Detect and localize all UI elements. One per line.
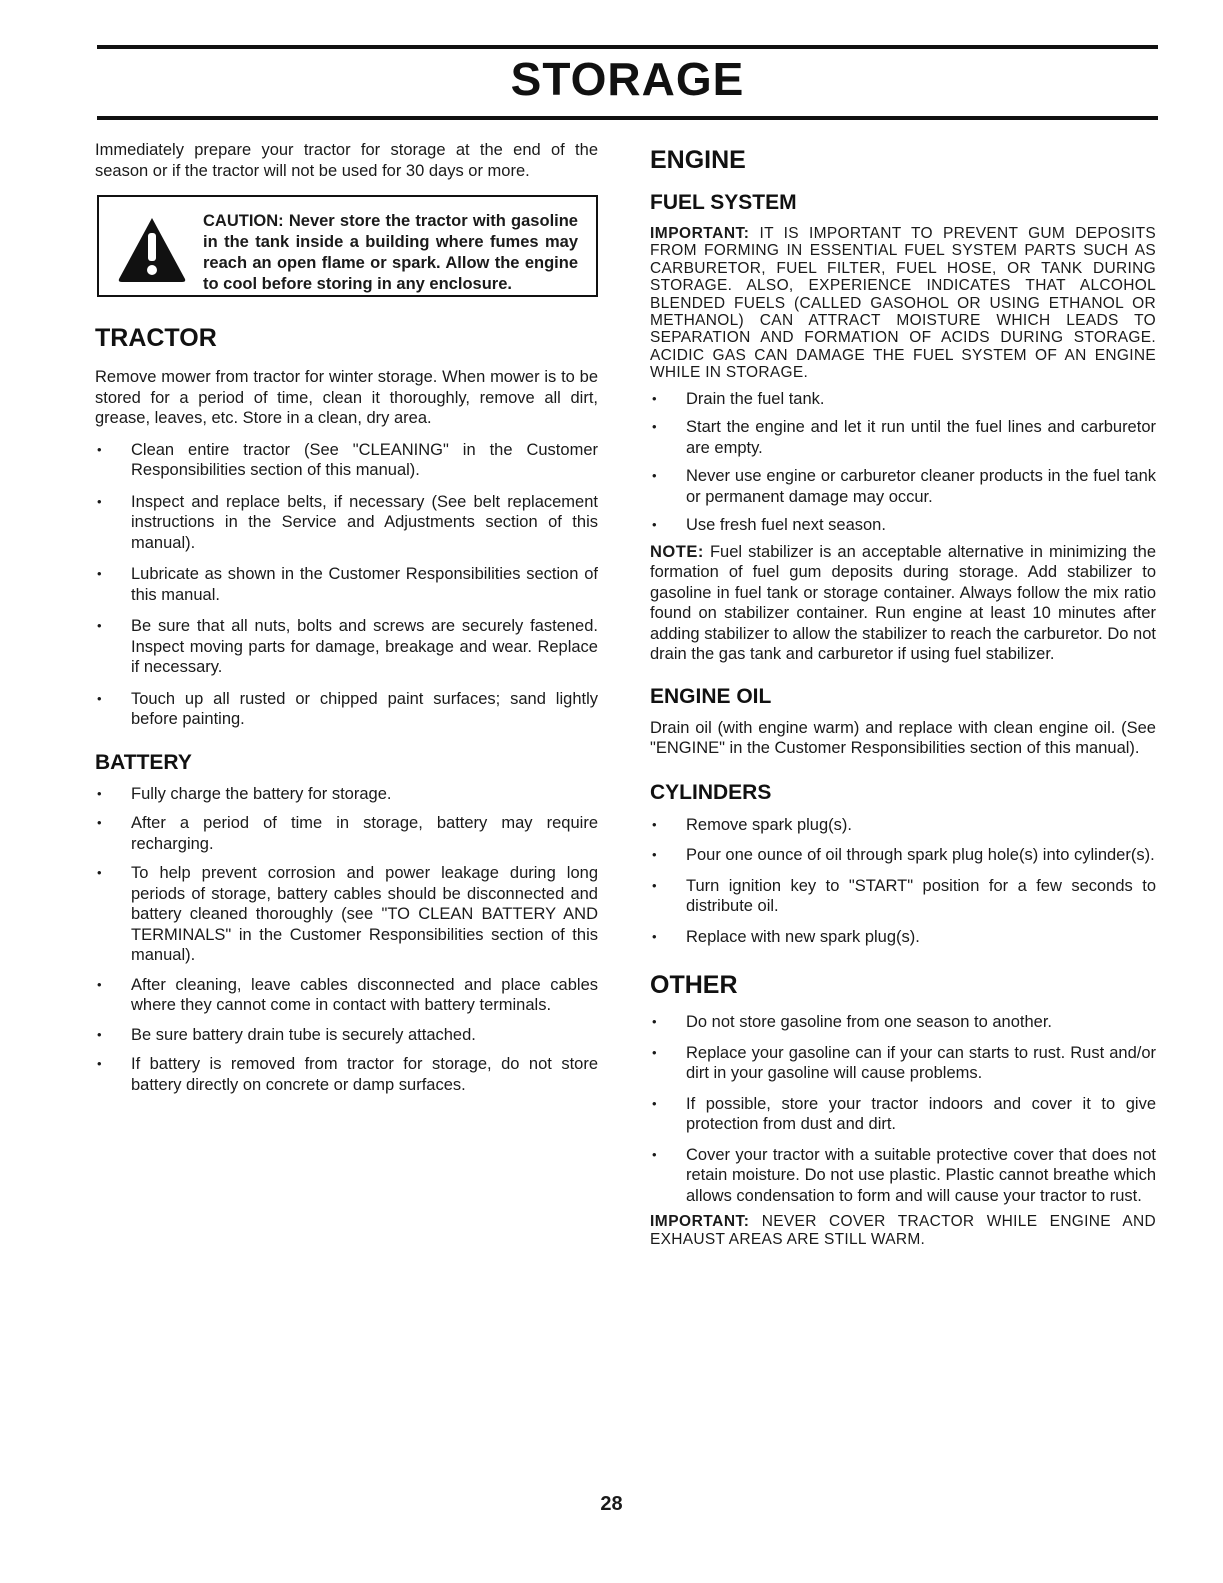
page-title: STORAGE xyxy=(510,53,745,105)
other-heading: OTHER xyxy=(650,971,738,1000)
battery-heading: BATTERY xyxy=(95,750,192,774)
caution-text: CAUTION: Never store the tractor with gasoline in the tank inside a building where fumes may reach an open flame or spark. Allow the engine to cool before storing in any enclosure. xyxy=(203,212,578,293)
caution-box xyxy=(97,195,598,297)
list-item: • Touch up all rusted or chipped paint surfaces; sand lightly before painting. xyxy=(95,689,598,730)
tractor-paragraph: Remove mower from tractor for winter storage. When mower is to be stored for a period of time, clean it thoroughly, remove all dirt, grease, leaves, etc. Store in a clean, dry area. xyxy=(95,368,598,427)
list-item: • Drain the fuel tank. xyxy=(650,389,1156,410)
important-text: IT IS IMPORTANT TO PREVENT GUM DEPOSITS FROM FORMING IN ESSENTIAL FUEL SYSTEM PARTS SUCH AS CARBURETOR, FUEL FILTER, FUEL HOSE, OR TANK DURING STORAGE. ALSO, EXPERIENCE INDICATES THAT ALCOHOL BLENDED FUELS (CALLED GASOHOL OR USING ETHANOL OR METHANOL) CAN ATTRACT MOISTURE WHICH LEADS TO SEPARATION AND FORMATION OF ACIDS DURING STORAGE. ACIDIC GAS CAN DAMAGE THE FUEL SYSTEM OF AN ENGINE WHILE IN STORAGE. xyxy=(650,225,1156,382)
list-item: • Never use engine or carburetor cleaner products in the fuel tank or permanent damage may occur. xyxy=(650,466,1156,507)
list-item: • Turn ignition key to "START" position for a few seconds to distribute oil. xyxy=(650,876,1156,917)
list-item: • Start the engine and let it run until the fuel lines and carburetor are empty. xyxy=(650,417,1156,458)
tractor-heading: TRACTOR xyxy=(95,324,217,352)
engine-oil-heading: ENGINE OIL xyxy=(650,684,772,708)
list-item: • Replace with new spark plug(s). xyxy=(650,927,1156,948)
right-column xyxy=(650,146,1156,1248)
list-item: • If battery is removed from tractor for storage, do not store battery directly on concrete or damp surfaces. xyxy=(95,1054,598,1095)
list-item: • To help prevent corrosion and power leakage during long periods of storage, battery cables should be disconnected and battery cleaned thoroughly (see "TO CLEAN BATTERY AND TERMINALS" in the Customer Responsibilities section of this manual). xyxy=(95,863,598,966)
list-item: • Use fresh fuel next season. xyxy=(650,515,1156,536)
list-item: • Clean entire tractor (See "CLEANING" in the Customer Responsibilities section of this manual). xyxy=(95,440,598,481)
list-item: • Do not store gasoline from one season to another. xyxy=(650,1012,1156,1033)
left-column xyxy=(95,140,598,1095)
important-label: IMPORTANT: xyxy=(650,1213,750,1231)
warning-icon xyxy=(117,215,187,285)
note-text: Fuel stabilizer is an acceptable alternative in minimizing the formation of fuel gum deposits during storage. Add stabilizer to gasoline in fuel tank or storage container. Always follow the mix ratio found on stabilizer container. Run engine at least 10 minutes after adding stabilizer to allow the stabilizer to reach the carburetor. Do not drain the gas tank and carburetor if using fuel stabilizer. xyxy=(650,542,1156,664)
cylinders-heading: CYLINDERS xyxy=(650,780,772,804)
engine-heading: ENGINE xyxy=(650,146,746,174)
important-text: NEVER COVER TRACTOR WHILE ENGINE AND EXHAUST AREAS ARE STILL WARM. xyxy=(650,1213,1157,1248)
engine-oil-paragraph: Drain oil (with engine warm) and replace with clean engine oil. (See "ENGINE" in the Customer Responsibilities section of this manual). xyxy=(650,718,1156,758)
list-item: • Inspect and replace belts, if necessary (See belt replacement instructions in the Service and Adjustments section of this manual). xyxy=(95,492,598,554)
list-item: • Remove spark plug(s). xyxy=(650,815,1156,836)
tractor-bullets xyxy=(95,440,598,730)
note-paragraph xyxy=(650,542,1156,665)
list-item: • Fully charge the battery for storage. xyxy=(95,784,598,805)
other-important-paragraph xyxy=(650,1213,1156,1248)
list-item: • After cleaning, leave cables disconnected and place cables where they cannot come in contact with battery terminals. xyxy=(95,975,598,1016)
list-item: • Pour one ounce of oil through spark plug hole(s) into cylinder(s). xyxy=(650,845,1156,866)
note-label: NOTE: xyxy=(650,542,704,561)
top-rule xyxy=(97,45,1158,49)
cylinders-bullets xyxy=(650,815,1156,948)
intro-paragraph: Immediately prepare your tractor for storage at the end of the season or if the tractor will not be used for 30 days or more. xyxy=(95,141,598,180)
list-item: • Replace your gasoline can if your can starts to rust. Rust and/or dirt in your gasoline will cause problems. xyxy=(650,1043,1156,1084)
battery-bullets xyxy=(95,784,598,1096)
title-underline xyxy=(97,116,1158,120)
page-number: 28 xyxy=(600,1493,623,1515)
other-bullets xyxy=(650,1012,1156,1206)
fuel-important-paragraph xyxy=(650,225,1156,382)
list-item: • Cover your tractor with a suitable protective cover that does not retain moisture. Do not use plastic. Plastic cannot breathe which allows condensation to form and will cause your tractor to rust. xyxy=(650,1145,1156,1207)
list-item: • If possible, store your tractor indoors and cover it to give protection from dust and dirt. xyxy=(650,1094,1156,1135)
list-item: • After a period of time in storage, battery may require recharging. xyxy=(95,813,598,854)
fuel-system-heading: FUEL SYSTEM xyxy=(650,191,797,214)
list-item: • Be sure battery drain tube is securely attached. xyxy=(95,1025,598,1046)
list-item: • Be sure that all nuts, bolts and screws are securely fastened. Inspect moving parts for damage, breakage and wear. Replace if necessary. xyxy=(95,616,598,678)
fuel-bullets xyxy=(650,389,1156,536)
list-item: • Lubricate as shown in the Customer Responsibilities section of this manual. xyxy=(95,564,598,605)
important-label: IMPORTANT: xyxy=(650,225,750,242)
